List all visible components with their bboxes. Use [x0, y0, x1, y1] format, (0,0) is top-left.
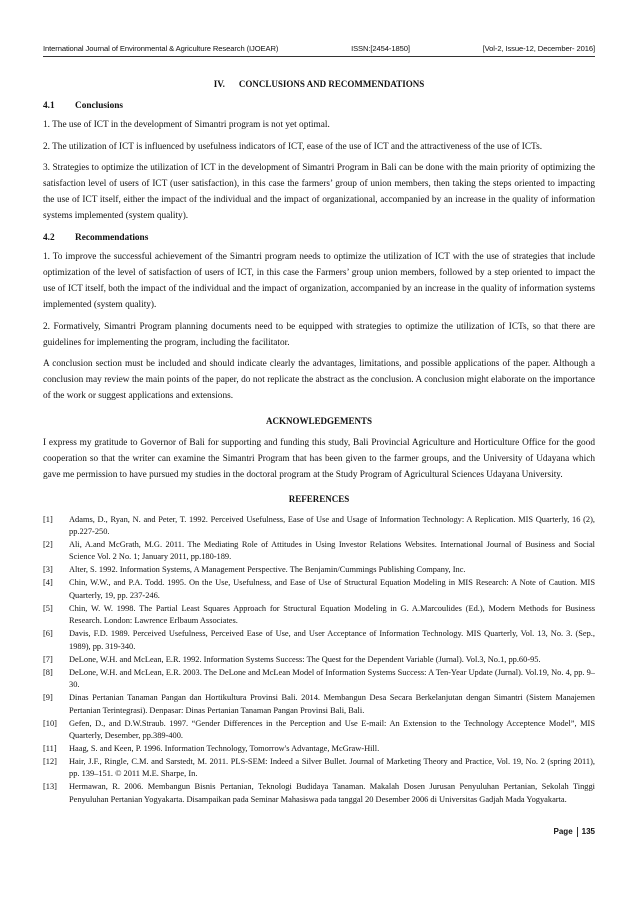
reference-number: [3]: [43, 565, 53, 575]
section-heading: [43, 76, 595, 92]
references-heading: REFERENCES: [288, 494, 350, 505]
reference-item: [43, 718, 595, 743]
footer-divider: [577, 827, 578, 837]
conclusion-item: 3. Strategies to optimize the utilization of ICT in the development of Simantri Program in Bali can be done with the main priority of optimizing the satisfaction level of users of ICT (user satisfaction), in this case the farmers’ group of union members, then taking the steps oriented to impacting the use of ICT itself, either the impact of the individual and the impact of organizational, accompanied by an increase in the quality of information systems implemented (system quality).: [43, 162, 595, 222]
reference-number: [12]: [43, 756, 57, 766]
recommendation-item: 1. To improve the successful achievement of the Simantri program needs to optimize the utilization of ICT with the use of strategies that include optimization of the level of satisfaction of users of ICT, in this case the Farmers’ group union members, followed by a step oriented to impact the use of ICT itself, both the impact of the individual and the impact of organization, accompanied by an increase in the quality of information systems implemented (system quality).: [43, 251, 595, 311]
volume-issue: [Vol-2, Issue-12, December- 2016]: [482, 44, 595, 53]
reference-number: [2]: [43, 540, 53, 550]
subsection-number: 4.1: [43, 101, 55, 112]
reference-item: [43, 603, 595, 628]
page-footer: [554, 827, 595, 837]
acknowledgements-text: I express my gratitude to Governor of Bali for supporting and funding this study, Bali Provincial Agriculture and Horticulture Office for the good cooperation so that the writer can examine the Simantri Program that has been given to the farmer groups, and the University of Udayana which gave me permission to have pursued my studies in the doctoral program at the Study Program of Agricultural Sciences Udayana University.: [43, 437, 595, 481]
reference-number: [10]: [43, 718, 57, 728]
reference-number: [9]: [43, 693, 53, 703]
subsection-number: 4.2: [43, 232, 55, 243]
reference-text: Hermawan, R. 2006. Membangun Bisnis Pertanian, Teknologi Budidaya Tanaman. Makalah Dosen Jurusan Penyuluhan Pertanian, Sekolah Tinggi Penyuluhan Pertanian Yogyakarta. Disampaikan pada Seminar Mahasiswa pada tanggal 20 Desember 2006 di Universitas Gadjah Mada Yogyakarta.: [69, 782, 595, 804]
reference-list: [43, 514, 595, 806]
reference-text: Gefen, D., and D.W.Straub. 1997. “Gender Differences in the Perception and Use E-mail: An Extension to the Technology Acceptence Model”, MIS Quarterly, Desember, pp.389-400.: [69, 718, 595, 740]
reference-item: [43, 743, 595, 755]
section-title: CONCLUSIONS AND RECOMMENDATIONS: [238, 79, 425, 89]
issn: ISSN:[2454-1850]: [351, 44, 410, 53]
page-label: Page: [553, 827, 573, 837]
conclusion-item: 1. The use of ICT in the development of Simantri program is not yet optimal.: [43, 120, 330, 131]
subsection-heading-conclusions: [43, 98, 595, 114]
reference-text: DeLone, W.H. and McLean, E.R. 2003. The DeLone and McLean Model of Information Systems Success: A Ten-Year Update (Jurnal). Vol.19, No. 4, pp. 9–30.: [69, 667, 595, 690]
reference-text: DeLone, W.H. and McLean, E.R. 1992. Information Systems Success: The Quest for the Dependent Variable (Jurnal). Vol.3, No.1, pp.60-95.: [69, 654, 541, 664]
reference-text: Adams, D., Ryan, N. and Peter, T. 1992. Perceived Usefulness, Ease of Use and Usage of Information Technology: A Replication. MIS Quarterly, 16 (2), pp.227-250.: [69, 514, 595, 537]
reference-text: Ali, A.and McGrath, M.G. 2011. The Mediating Role of Attitudes in Using Investor Relations Websites. International Journal of Business and Social Science Vol. 2 No. 1; January 2011, pp.180-189.: [69, 540, 595, 562]
recommendation-item: 2. Formatively, Simantri Program planning documents need to be equipped with strategies to optimize the utilization of ICTs, so that there are guidelines for implementing the program, including the facilitator.: [43, 321, 595, 348]
running-header: [43, 44, 595, 53]
reference-number: [7]: [43, 654, 53, 664]
reference-item: [43, 628, 595, 653]
reference-item: [43, 539, 595, 564]
reference-text: Haag, S. and Keen, P. 1996. Information Technology, Tomorrow's Advantage, McGraw-Hill.: [69, 743, 380, 753]
header-rule: [43, 56, 595, 57]
subsection-heading-recommendations: [43, 230, 595, 246]
reference-item: [43, 564, 595, 576]
reference-item: [43, 692, 595, 717]
reference-item: [43, 654, 595, 666]
section-number: IV.: [213, 79, 225, 89]
reference-item: [43, 577, 595, 602]
journal-name: International Journal of Environmental & Agriculture Research (IJOEAR): [43, 44, 279, 53]
page-number: 135: [581, 827, 595, 837]
reference-text: Dinas Pertanian Tanaman Pangan dan Hortikultura Provinsi Bali. 2014. Membangun Desa Secara Berkelanjutan dengan Simantri (Sistem Manajemen Pertanian Terintegrasi). Denpasar: Dinas Pertanian Tanaman Pangan Provinsi Bali, Bali.: [69, 693, 595, 715]
reference-number: [6]: [43, 629, 53, 639]
reference-text: Davis, F.D. 1989. Perceived Usefulness, Perceived Ease of Use, and User Acceptance of Information Technology. MIS Quarterly, Vol. 13, No. 3. (Sep., 1989), pp. 319-340.: [69, 629, 595, 651]
reference-text: Chin, W. W. 1998. The Partial Least Squares Approach for Structural Equation Modeling in G. A.Marcoulides (Ed.), Modern Methods for Business Research. London: Lawrence Erlbaum Associates.: [69, 603, 595, 626]
conclusion-item: 2. The utilization of ICT is influenced by usefulness indicators of ICT, ease of the use of ICT and the attractiveness of the use of ICTs.: [43, 141, 543, 152]
reference-item: [43, 781, 595, 806]
reference-number: [13]: [43, 782, 57, 792]
reference-number: [1]: [43, 514, 53, 524]
page-body: [43, 76, 595, 807]
reference-item: [43, 514, 595, 539]
conclusion-note: A conclusion section must be included and should indicate clearly the advantages, limitations, and possible applications of the paper. Although a conclusion may review the main points of the paper, do not replicate the abstract as the conclusion. A conclusion might elaborate on the importance of the work or suggest applications and extensions.: [43, 359, 595, 402]
reference-number: [5]: [43, 603, 53, 613]
acknowledgements-heading: ACKNOWLEDGEMENTS: [265, 415, 372, 426]
reference-number: [4]: [43, 578, 53, 588]
subsection-title: Recommendations: [75, 232, 149, 243]
reference-item: [43, 756, 595, 781]
reference-item: [43, 667, 595, 692]
reference-text: Hair, J.F., Ringle, C.M. and Sarstedt, M. 2011. PLS-SEM: Indeed a Silver Bullet. Journal of Marketing Theory and Practice, Vol. 19, No. 2 (spring 2011), pp. 139–151. © 2011 M.E. Sharpe, In.: [69, 756, 595, 779]
reference-text: Alter, S. 1992. Information Systems, A Management Perspective. The Benjamin/Cummings Publishing Company, Inc.: [69, 565, 466, 575]
reference-number: [11]: [43, 743, 57, 753]
reference-text: Chin, W.W., and P.A. Todd. 1995. On the Use, Usefulness, and Ease of Use of Structural Equation Modeling in MIS Research: A Note of Caution. MIS Quarterly, 19, pp. 237-246.: [69, 578, 595, 600]
reference-number: [8]: [43, 667, 53, 677]
subsection-title: Conclusions: [75, 101, 124, 112]
